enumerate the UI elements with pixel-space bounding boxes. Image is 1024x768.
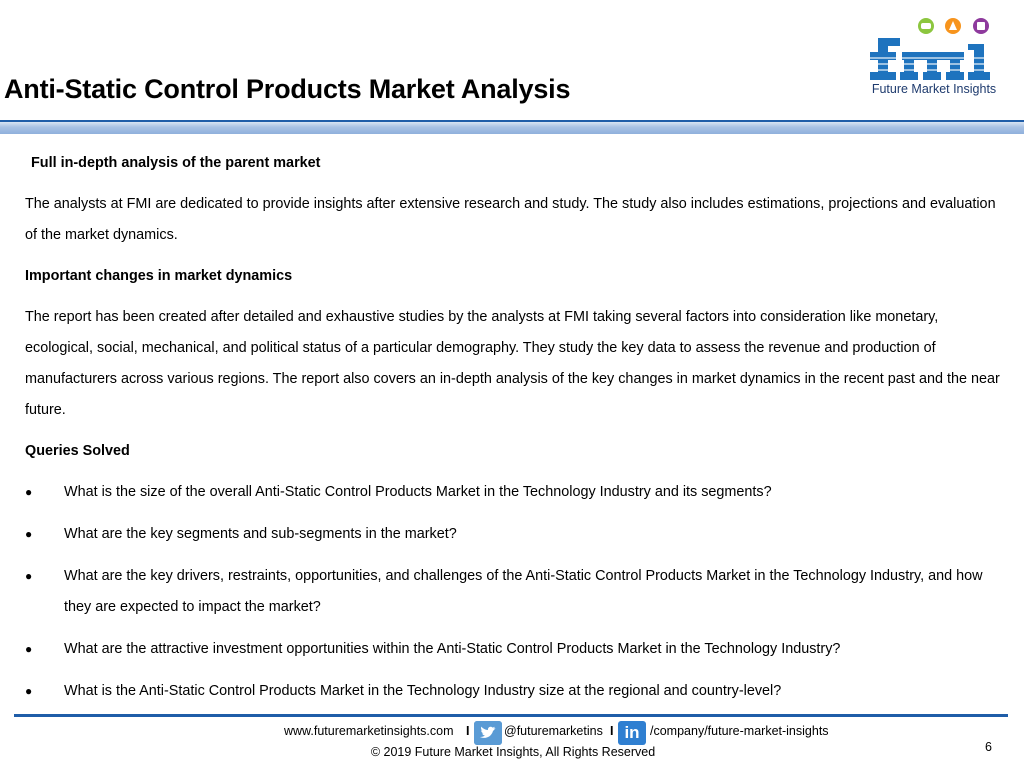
header-divider [0,120,1024,134]
list-item [25,477,1005,508]
slide-title: Anti-Static Control Products Market Analysis [4,74,571,104]
bullet-icon: ● [25,569,33,583]
slide-body [25,148,1005,718]
list-item [25,519,1005,550]
footer-divider [14,714,1008,717]
query-text: What is the Anti-Static Control Products Market in the Technology Industry size at the regional and country-level? [64,683,782,699]
footer-separator: I [466,724,470,738]
query-text: What are the key drivers, restraints, opportunities, and challenges of the Anti-Static Control Products Market in the Technology Industry, and how they are expected to impact the market? [64,568,983,615]
section-heading-parent-market: Full in-depth analysis of the parent market [31,155,321,171]
copyright-notice [0,745,1024,759]
footer-separator: I [610,724,614,738]
list-item [25,676,1005,707]
bullet-icon: ● [25,485,33,499]
bullet-icon: ● [25,684,33,698]
section-body-market-dynamics: The report has been created after detailed and exhaustive studies by the analysts at FMI taking several factors into consideration like monetary, ecological, social, mechanical, and political status of a particular demography. They study the key data to assess the revenue and production of manufacturers across various regions. The report also covers an in-depth analysis of the key changes in market dynamics in the recent past and the near future. [25,309,1000,418]
section-heading-market-dynamics: Important changes in market dynamics [25,268,293,284]
twitter-icon[interactable] [474,721,502,745]
twitter-handle[interactable]: @futuremarketins [504,724,603,738]
copyright-text: © 2019 Future Market Insights, All Rights Reserved [370,745,656,759]
website-link[interactable]: www.futuremarketinsights.com [284,724,454,738]
list-item [25,634,1005,665]
section-heading-queries: Queries Solved [25,443,130,459]
linkedin-icon[interactable]: in [618,721,646,745]
list-item [25,561,1005,623]
query-text: What is the size of the overall Anti-Static Control Products Market in the Technology Industry and its segments? [64,484,772,500]
logo-badges [918,18,989,34]
footer [0,721,1024,745]
logo-letters [870,38,990,80]
query-text: What are the attractive investment opportunities within the Anti-Static Control Products Market in the Technology Industry? [64,641,841,657]
query-text: What are the key segments and sub-segments in the market? [64,526,457,542]
queries-list [25,477,1005,707]
bullet-icon: ● [25,527,33,541]
section-body-parent-market: The analysts at FMI are dedicated to provide insights after extensive research and study. The study also includes estimations, projections and evaluation of the market dynamics. [25,196,996,243]
page-number: 6 [985,740,992,754]
linkedin-link[interactable]: /company/future-market-insights [650,724,829,738]
logo-caption: Future Market Insights [871,82,997,96]
bullet-icon: ● [25,642,33,656]
